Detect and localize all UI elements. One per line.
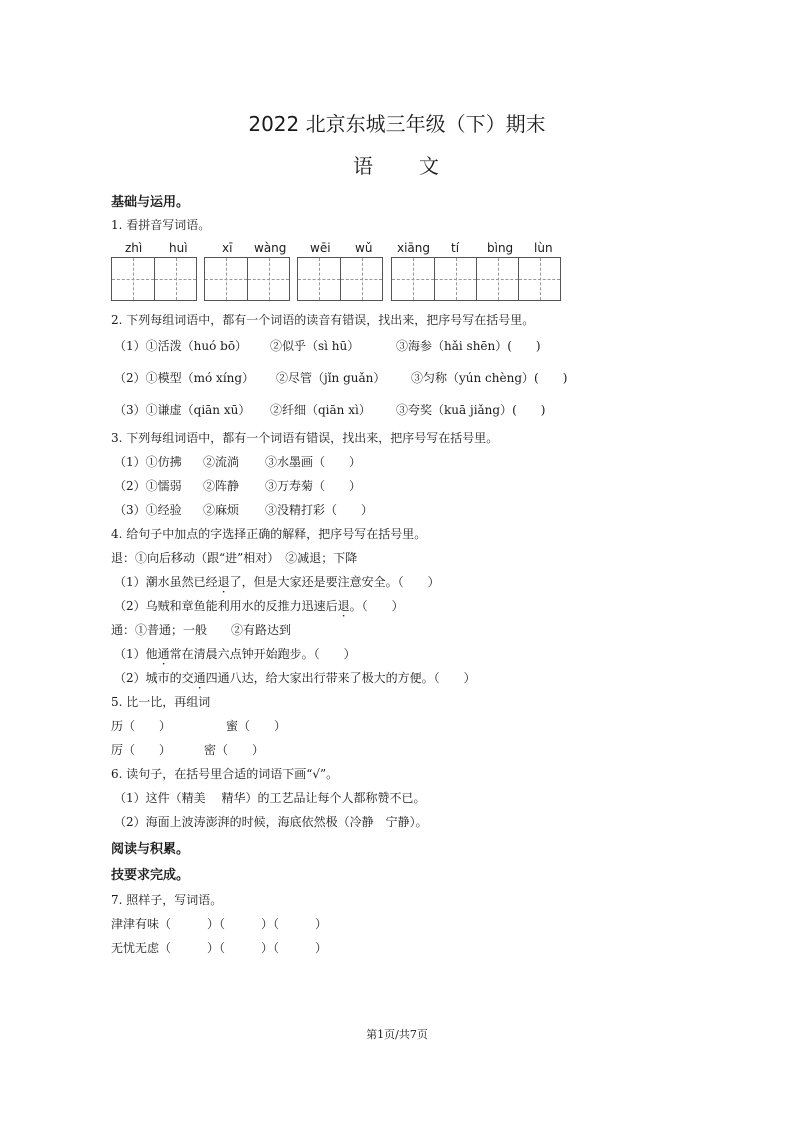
sentence-text: （1）潮水虽然已经 (114, 575, 218, 589)
grid-cell[interactable] (476, 258, 518, 300)
section-heading-reading: 阅读与积累。 (111, 842, 190, 857)
subtitle-char-1: 语 (353, 154, 375, 178)
sentence-text: 。（ ） (349, 599, 404, 613)
q1-stem: 1. 看拼音写词语。 (111, 218, 211, 232)
q3-line-1-a: （1）①仿拂 (114, 455, 182, 469)
grid-cell[interactable] (298, 258, 340, 300)
sentence-text: 了，但是大家还是要注意安全。（ ） (229, 575, 440, 589)
q5-stem: 5. 比一比，再组词 (111, 695, 211, 709)
pinyin-6: wǔ (355, 241, 373, 255)
q3-line-1-c: ③水墨画（ ） (265, 455, 362, 469)
pinyin-5: wēi (310, 241, 331, 255)
q2-line-3-a: （3）①谦虚（qiān xū） (114, 403, 251, 417)
q3-line-2-c: ③万寿菊（ ） (265, 479, 362, 493)
q4-sentence-4 (114, 669, 476, 686)
pinyin-3: xī (222, 241, 233, 255)
q6-sentence-2: （2）海面上波涛澎湃的时候，海底依然极（冷静 宁静）。 (114, 815, 428, 829)
sentence-text: （1）他 (114, 647, 158, 661)
q3-line-3-a: （3）①经验 (114, 503, 182, 517)
q6-stem: 6. 读句子，在括号里合适的词语下画“√”。 (111, 767, 339, 781)
grid-cell[interactable] (112, 258, 154, 300)
sentence-text: （2）城市的交 (114, 671, 194, 685)
q4-definition-tui: 退：①向后移动（跟“进”相对） ②减退；下降 (111, 551, 358, 565)
q2-line-3-b: ②纤细（qiān xì） (270, 403, 371, 417)
pinyin-2: huì (169, 241, 188, 255)
q5-word-li1: 历（ ） (111, 719, 172, 733)
page-title: 2022 北京东城三年级（下）期末 (248, 112, 546, 136)
subtitle-char-2: 文 (419, 154, 441, 178)
q3-line-3-c: ③没精打彩（ ） (265, 503, 374, 517)
dotted-character: 通 (157, 647, 170, 661)
grid-cell[interactable] (518, 258, 560, 300)
q7-line-1: 津津有味（ ）（ ）（ ） (111, 917, 328, 931)
q7-line-2: 无忧无虑（ ）（ ）（ ） (111, 941, 328, 955)
pinyin-4: wàng (254, 241, 287, 255)
writing-grid-3[interactable] (297, 257, 383, 301)
q2-line-1-c: ③海参（hǎi shēn）( ) (396, 339, 541, 353)
q7-stem: 7. 照样子，写词语。 (111, 893, 223, 907)
grid-cell[interactable] (247, 258, 289, 300)
q2-line-2-a: （2）①模型（mó xíng） (114, 371, 255, 385)
q3-line-2-a: （2）①懦弱 (114, 479, 182, 493)
writing-grid-1[interactable] (111, 257, 197, 301)
q3-line-2-b: ②阵静 (203, 479, 240, 493)
q3-line-3-b: ②麻烦 (203, 503, 240, 517)
q2-line-1-a: （1）①活泼（huó bō） (114, 339, 248, 353)
dotted-character: 退 (217, 575, 230, 589)
q5-word-mi2: 密（ ） (204, 743, 265, 757)
sentence-text: 常在清晨六点钟开始跑步。（ ） (169, 647, 356, 661)
section-heading-basics: 基础与运用。 (111, 195, 190, 210)
q4-sentence-3 (114, 645, 356, 662)
pinyin-8: tí (451, 241, 460, 255)
page-number-footer: 第1页/共7页 (366, 1028, 428, 1041)
q5-word-mi1: 蜜（ ） (226, 719, 287, 733)
writing-grid-2[interactable] (204, 257, 290, 301)
page-subtitle (0, 150, 794, 179)
pinyin-9: bìng (487, 241, 514, 255)
grid-cell[interactable] (434, 258, 476, 300)
grid-cell[interactable] (392, 258, 434, 300)
section-heading-requirement: 技要求完成。 (111, 868, 190, 883)
q2-line-1-b: ②似乎（sì hū） (270, 339, 360, 353)
pinyin-10: lùn (534, 241, 553, 255)
q4-sentence-1 (114, 573, 440, 590)
q3-line-1-b: ②流淌 (203, 455, 240, 469)
q5-word-li2: 厉（ ） (111, 743, 172, 757)
q2-line-3-c: ③夸奖（kuā jiǎng）( ) (396, 403, 546, 417)
grid-cell[interactable] (340, 258, 382, 300)
pinyin-7: xiāng (397, 241, 431, 255)
sentence-text: 四通八达，给大家出行带来了极大的方便。（ ） (205, 671, 476, 685)
q2-line-2-b: ②尽管（jǐn guǎn） (276, 371, 386, 385)
q4-stem: 4. 给句子中加点的字选择正确的解释，把序号写在括号里。 (111, 527, 427, 541)
dotted-character: 退 (337, 599, 350, 613)
q4-sentence-2 (114, 597, 404, 614)
q2-line-2-c: ③匀称（yún chèng）( ) (411, 371, 568, 385)
writing-grid-4[interactable] (391, 257, 561, 301)
grid-cell[interactable] (154, 258, 196, 300)
q6-sentence-1: （1）这件（精美 精华）的工艺品让每个人都称赞不已。 (114, 791, 426, 805)
q3-stem: 3. 下列每组词语中，都有一个词语有错误，找出来，把序号写在括号里。 (111, 431, 499, 445)
grid-cell[interactable] (205, 258, 247, 300)
q2-stem: 2. 下列每组词语中，都有一个词语的读音有错误，找出来，把序号写在括号里。 (111, 313, 535, 327)
pinyin-1: zhì (125, 241, 143, 255)
sentence-text: （2）乌贼和章鱼能利用水的反推力迅速后 (114, 599, 338, 613)
q4-definition-tong: 通：①普通；一般 ②有路达到 (111, 623, 292, 637)
dotted-character: 通 (193, 671, 206, 685)
